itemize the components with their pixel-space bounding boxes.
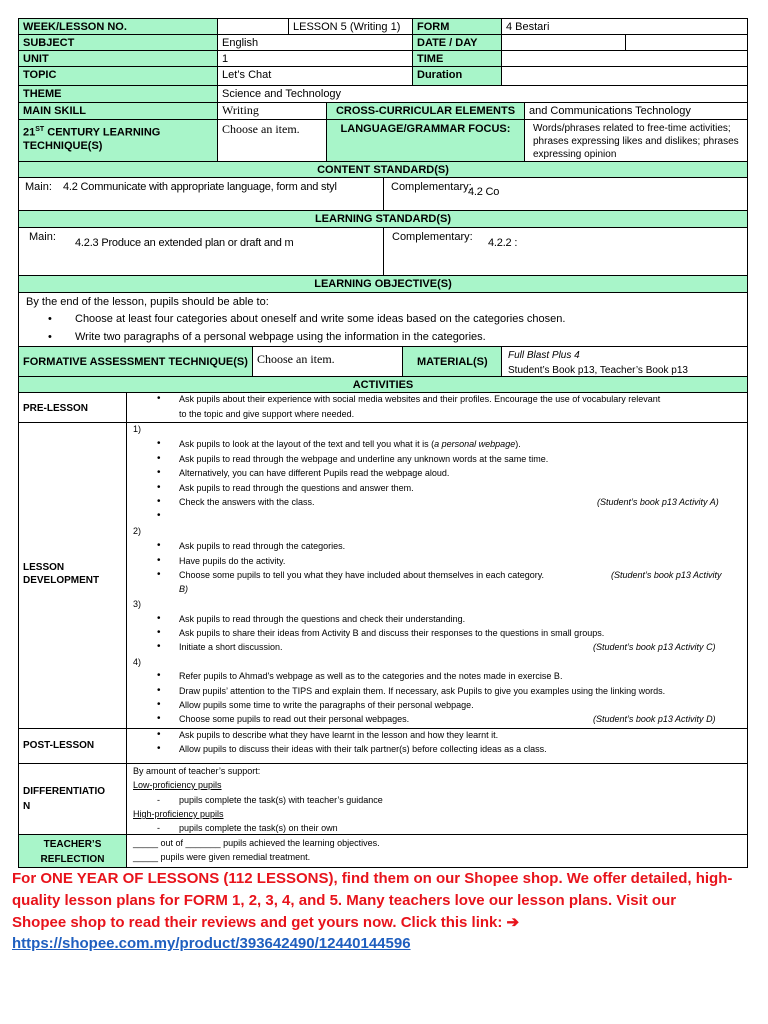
step-1-item-1 [179,439,521,449]
shopee-link[interactable]: https://shopee.com.my/product/393642490/12440144596 [12,935,411,952]
reflection-line-1[interactable]: _____ out of _______ pupils achieved the learning objectives. [133,838,380,848]
learning-standard-comp [383,227,748,276]
subject-label: SUBJECT [18,34,218,51]
content-standard-heading: CONTENT STANDARD(S) [18,161,748,178]
date-label: DATE / DAY [412,34,502,51]
content-main-label: Main: [25,181,52,193]
lesson-development-label [18,422,127,729]
objective-2-text: Write two paragraphs of a personal webpage using the information in the categories. [75,331,486,343]
learning-objective-body [18,292,748,347]
learning-standard-main [18,227,384,276]
step-4-reference: (Student’s book p13 Activity D) [593,714,716,724]
pre-lesson-item-a: • Ask pupils about their experience with social media websites and their profiles. Encourage the use of vocabulary relevant [179,394,744,404]
learning-main-label: Main: [29,231,56,243]
century-learning-label [18,119,218,162]
step-3-item-1: • Ask pupils to read through the questions and check their understanding. [179,614,465,624]
century-technique: TECHNIQUE(S) [23,139,103,152]
step-4-number: 4) [133,657,142,667]
theme-value: Science and Technology [217,85,748,103]
main-skill-value[interactable]: Writing [217,102,327,120]
step-2-item-3: • Choose some pupils to tell you what they have included about themselves in each category. [179,570,544,580]
diff-high-heading: High-proficiency pupils [133,809,224,819]
main-skill-label: MAIN SKILL [18,102,218,120]
step-2-number: 2) [133,526,142,536]
step-3-number: 3) [133,599,142,609]
cross-curricular-value: and Communications Technology [524,102,748,120]
objective-intro: By the end of the lesson, pupils should be able to: [26,296,269,308]
content-main-value[interactable]: 4.2 Communicate with appropriate language, form and styl [63,181,337,193]
step-1-reference: (Student’s book p13 Activity A) [597,497,719,507]
differentiation-body [126,763,748,835]
diff-high-item: pupils complete the task(s) on their own [179,823,338,833]
diff-label-a: DIFFERENTIATIO [23,786,106,797]
learning-standard-heading: LEARNING STANDARD(S) [18,210,748,228]
diff-intro: By amount of teacher’s support: [133,766,261,776]
learning-objective-heading: LEARNING OBJECTIVE(S) [18,275,748,293]
material-book: Full Blast Plus 4 [508,350,580,361]
objective-bullet-2: • Write two paragraphs of a personal webpage using the information in the categories. [48,331,486,343]
post-lesson-label: POST-LESSON [18,728,127,764]
material-label: MATERIAL(S) [402,346,502,377]
diff-low-heading: Low-proficiency pupils [133,780,222,790]
assessment-label: FORMATIVE ASSESSMENT TECHNIQUE(S) [18,346,253,377]
date-value[interactable] [501,34,626,51]
pre-lesson-label: PRE-LESSON [18,392,127,423]
unit-label: UNIT [18,50,218,67]
day-value[interactable] [625,34,748,51]
step-4-item-2: • Draw pupils’ attention to the TIPS and explain them. If necessary, ask Pupils to give you examples using the linking words. [179,686,665,696]
lesson-development-body [126,422,748,729]
subject-value: English [217,34,413,51]
diff-low-item: pupils complete the task(s) with teacher’s guidance [179,795,383,805]
objective-1-text: Choose at least four categories about oneself and write some ideas based on the categories chosen. [75,313,566,325]
step-2-reference-b: B) [179,584,188,594]
cross-curricular-label: CROSS-CURRICULAR ELEMENTS [326,102,525,120]
century-learning-dropdown[interactable]: Choose an item. [217,119,327,162]
learning-main-value[interactable]: 4.2.3 Produce an extended plan or draft and m [75,237,294,249]
differentiation-label [18,763,127,835]
pre-lesson-body [126,392,748,423]
step-4-item-1: • Refer pupils to Ahmad's webpage as well as to the categories and the notes made in exercise B. [179,671,562,681]
century-21: 21 [23,126,36,139]
refl-label-a: TEACHER’S [43,839,102,850]
learning-comp-value[interactable]: 4.2.2 : [488,237,518,249]
post-lesson-body [126,728,748,764]
duration-value[interactable] [501,66,748,86]
century-sup: ST [35,126,45,133]
unit-value: 1 [217,50,413,67]
learning-comp-label: Complementary: [392,231,473,243]
diff-label-b: N [23,801,31,812]
century-text: CENTURY LEARNING [44,126,161,139]
s1-1c: ). [515,439,521,449]
dev-label-a: LESSON [23,562,65,573]
refl-label-b: REFLECTION [40,854,105,865]
step-1-item-2: • Ask pupils to read through the webpage and underline any unknown words at the same time. [179,454,548,464]
s1-1b: a personal webpage [434,439,516,449]
reflection-body [126,834,748,868]
theme-label: THEME [18,85,218,103]
week-value[interactable] [217,18,289,35]
step-1-item-5: • Check the answers with the class. [179,497,315,507]
reflection-label [18,834,127,868]
grammar-focus-value: Words/phrases related to free-time activities; phrases expressing likes and dislikes; phrases expressing opinion [524,119,748,162]
form-label: FORM [412,18,502,35]
grammar-focus-label: LANGUAGE/GRAMMAR FOCUS: [326,119,525,162]
step-4-item-4: • Choose some pupils to read out their personal webpages. [179,714,409,724]
s1-1a: Ask pupils to look at the layout of the text and tell you what it is ( [179,439,435,449]
step-3-reference: (Student’s book p13 Activity C) [593,642,716,652]
step-3-item-3: • Initiate a short discussion. [179,642,283,652]
step-2-item-2: • Have pupils do the activity. [179,556,285,566]
diff-low-dash: - [157,795,160,805]
time-value[interactable] [501,50,748,67]
content-comp-value[interactable]: 4.2 Co [468,186,500,198]
diff-high-dash: - [157,823,160,833]
form-value: 4 Bestari [501,18,748,35]
objective-bullet-1: • Choose at least four categories about oneself and write some ideas based on the categories chosen. [48,313,566,325]
post-lesson-item-2: • Allow pupils to discuss their ideas with their talk partner(s) before collecting ideas as a class. [179,744,547,754]
duration-label: Duration [412,66,502,86]
step-3-item-2: • Ask pupils to share their ideas from Activity B and discuss their responses to the questions in small groups. [179,628,604,638]
topic-label: TOPIC [18,66,218,86]
step-1-item-4: • Ask pupils to read through the questions and answer them. [179,483,414,493]
content-comp-label: Complementary: [391,181,472,193]
topic-value: Let’s Chat [217,66,413,86]
activities-heading: ACTIVITIES [18,376,748,393]
time-label: TIME [412,50,502,67]
post-lesson-item-1: • Ask pupils to describe what they have learnt in the lesson and how they learnt it. [179,730,498,740]
promo-line-1: For ONE YEAR OF LESSONS (112 LESSONS), find them on our Shopee shop. We offer detailed, high- [12,870,733,887]
promo-line-3: Shopee shop to read their reviews and get yours now. Click this link: ➔ [12,914,520,931]
step-1-item-3: • Alternatively, you can have different Pupils read the webpage aloud. [179,468,449,478]
assessment-dropdown[interactable]: Choose an item. [252,346,403,377]
step-1-number: 1) [133,424,142,434]
step-2-item-1: • Ask pupils to read through the categories. [179,541,345,551]
material-value [501,346,748,377]
dev-label-b: DEVELOPMENT [23,575,100,586]
reflection-line-2[interactable]: _____ pupils were given remedial treatment. [133,852,311,862]
lesson-value: LESSON 5 (Writing 1) [288,18,413,35]
step-2-reference: (Student’s book p13 Activity [611,570,722,580]
week-label: WEEK/LESSON NO. [18,18,218,35]
content-standard-main [18,177,384,211]
material-pages: Student’s Book p13, Teacher’s Book p13 [508,365,688,376]
pre-lesson-item-b: to the topic and give support where needed. [179,409,355,419]
content-standard-comp [383,177,748,211]
promo-line-2: quality lesson plans for FORM 1, 2, 3, 4, and 5. Many teachers love our lesson plans. Visit our [12,892,677,909]
step-4-item-3: • Allow pupils some time to write the paragraphs of their personal webpage. [179,700,474,710]
